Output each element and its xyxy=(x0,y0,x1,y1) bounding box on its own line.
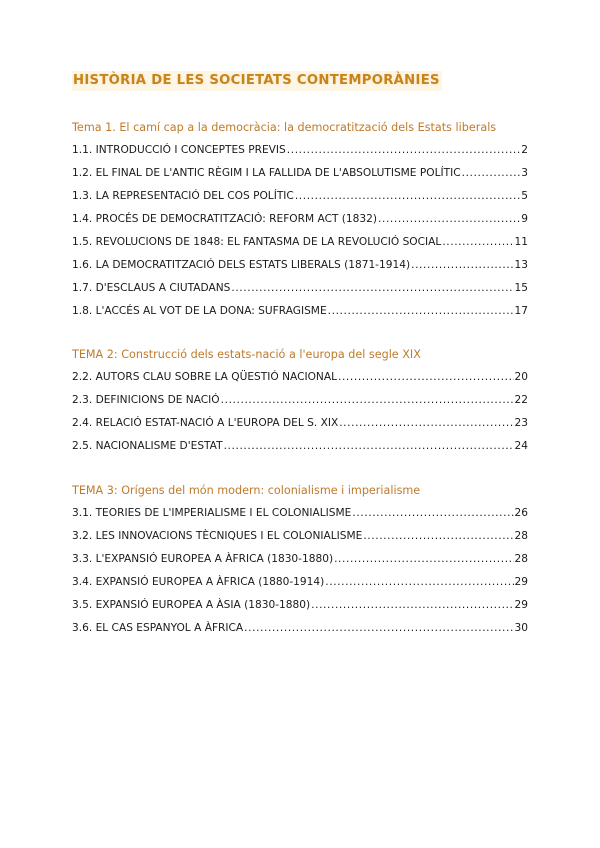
toc-entry-label: 3.1. TEORIES DE L'IMPERIALISME I EL COLONIALISME xyxy=(72,507,352,519)
dot-leader xyxy=(442,234,513,250)
toc-page-number: 29 xyxy=(514,599,528,611)
toc-entry-label: 2.3. DEFINICIONS DE NACIÓ xyxy=(72,394,220,406)
toc-entry[interactable] xyxy=(72,574,528,597)
toc-entry[interactable] xyxy=(72,392,528,415)
dot-leader xyxy=(334,551,513,567)
toc-entry[interactable] xyxy=(72,211,528,234)
dot-leader xyxy=(325,574,513,590)
toc-entry[interactable] xyxy=(72,528,528,551)
toc-entry-label: 2.2. AUTORS CLAU SOBRE LA QÜESTIÓ NACIONAL xyxy=(72,371,337,383)
toc-entry-label: 3.4. EXPANSIÓ EUROPEA A ÀFRICA (1880-1914) xyxy=(72,576,325,588)
toc-page-number: 22 xyxy=(514,394,528,406)
section-heading: TEMA 2: Construcció dels estats-nació a l'europa del segle XIX xyxy=(72,348,421,361)
toc-entry[interactable] xyxy=(72,142,528,165)
dot-leader xyxy=(338,369,514,385)
toc-entry[interactable] xyxy=(72,257,528,280)
toc-page-number: 9 xyxy=(521,213,528,225)
toc-section-3 xyxy=(72,483,528,643)
dot-leader xyxy=(462,165,521,181)
toc-section-2 xyxy=(72,347,528,461)
dot-leader xyxy=(339,415,513,431)
toc-page-number: 5 xyxy=(521,190,528,202)
toc-entry-label: 3.2. LES INNOVACIONS TÈCNIQUES I EL COLONIALISME xyxy=(72,530,363,542)
toc-entry[interactable] xyxy=(72,188,528,211)
toc-entry-label: 2.4. RELACIÓ ESTAT-NACIÓ A L'EUROPA DEL S. XIX xyxy=(72,417,339,429)
toc-page-number: 20 xyxy=(514,371,528,383)
dot-leader xyxy=(352,505,513,521)
toc-page-number: 15 xyxy=(514,282,528,294)
toc-entry-label: 1.5. REVOLUCIONS DE 1848: EL FANTASMA DE LA REVOLUCIÓ SOCIAL xyxy=(72,236,442,248)
dot-leader xyxy=(287,142,520,158)
dot-leader xyxy=(311,597,513,613)
toc-entry-label: 3.6. EL CAS ESPANYOL A ÀFRICA xyxy=(72,622,244,634)
toc-entry[interactable] xyxy=(72,280,528,303)
toc-entry[interactable] xyxy=(72,369,528,392)
toc-page-number: 26 xyxy=(514,507,528,519)
dot-leader xyxy=(378,211,520,227)
toc-page-number: 17 xyxy=(514,305,528,317)
dot-leader xyxy=(221,392,514,408)
toc-entry[interactable] xyxy=(72,165,528,188)
section-heading: TEMA 3: Orígens del món modern: colonialisme i imperialisme xyxy=(72,484,421,497)
dot-leader xyxy=(231,280,513,296)
dot-leader xyxy=(224,438,514,454)
toc-entry-label: 1.7. D'ESCLAUS A CIUTADANS xyxy=(72,282,231,294)
toc-page-number: 29 xyxy=(514,576,528,588)
toc-entry-label: 1.1. INTRODUCCIÓ I CONCEPTES PREVIS xyxy=(72,144,286,156)
dot-leader xyxy=(363,528,513,544)
toc-page-number: 3 xyxy=(521,167,528,179)
dot-leader xyxy=(295,188,520,204)
toc-entry[interactable] xyxy=(72,620,528,643)
toc-entry-label: 1.3. LA REPRESENTACIÓ DEL COS POLÍTIC xyxy=(72,190,294,202)
toc-entry[interactable] xyxy=(72,415,528,438)
toc-entry-label: 1.2. EL FINAL DE L'ANTIC RÈGIM I LA FALLIDA DE L'ABSOLUTISME POLÍTIC xyxy=(72,167,461,179)
toc-entry[interactable] xyxy=(72,303,528,326)
document-title: HISTÒRIA DE LES SOCIETATS CONTEMPORÀNIES xyxy=(72,71,442,91)
toc-page-number: 11 xyxy=(514,236,528,248)
toc-page-number: 24 xyxy=(514,440,528,452)
toc-entry-label: 3.5. EXPANSIÓ EUROPEA A ÀSIA (1830-1880) xyxy=(72,599,311,611)
toc-page-number: 28 xyxy=(514,553,528,565)
toc-entry-label: 2.5. NACIONALISME D'ESTAT xyxy=(72,440,223,452)
toc-page-number: 30 xyxy=(514,622,528,634)
toc-entry-label: 1.4. PROCÉS DE DEMOCRATITZACIÓ: REFORM ACT (1832) xyxy=(72,213,378,225)
section-heading: Tema 1. El camí cap a la democràcia: la democratització dels Estats liberals xyxy=(72,121,497,134)
toc-entry-label: 3.3. L'EXPANSIÓ EUROPEA A ÀFRICA (1830-1880) xyxy=(72,553,334,565)
dot-leader xyxy=(411,257,513,273)
toc-entry[interactable] xyxy=(72,438,528,461)
toc-entry[interactable] xyxy=(72,505,528,528)
toc-page-number: 2 xyxy=(521,144,528,156)
dot-leader xyxy=(328,303,514,319)
toc-entry-label: 1.8. L'ACCÉS AL VOT DE LA DONA: SUFRAGISME xyxy=(72,305,327,317)
toc-entry[interactable] xyxy=(72,597,528,620)
toc-section-1 xyxy=(72,120,528,326)
toc-entry-label: 1.6. LA DEMOCRATITZACIÓ DELS ESTATS LIBERALS (1871-1914) xyxy=(72,259,411,271)
toc-entry[interactable] xyxy=(72,234,528,257)
toc-entry[interactable] xyxy=(72,551,528,574)
dot-leader xyxy=(244,620,513,636)
toc-page-number: 13 xyxy=(514,259,528,271)
toc-page-number: 28 xyxy=(514,530,528,542)
toc-page-number: 23 xyxy=(514,417,528,429)
